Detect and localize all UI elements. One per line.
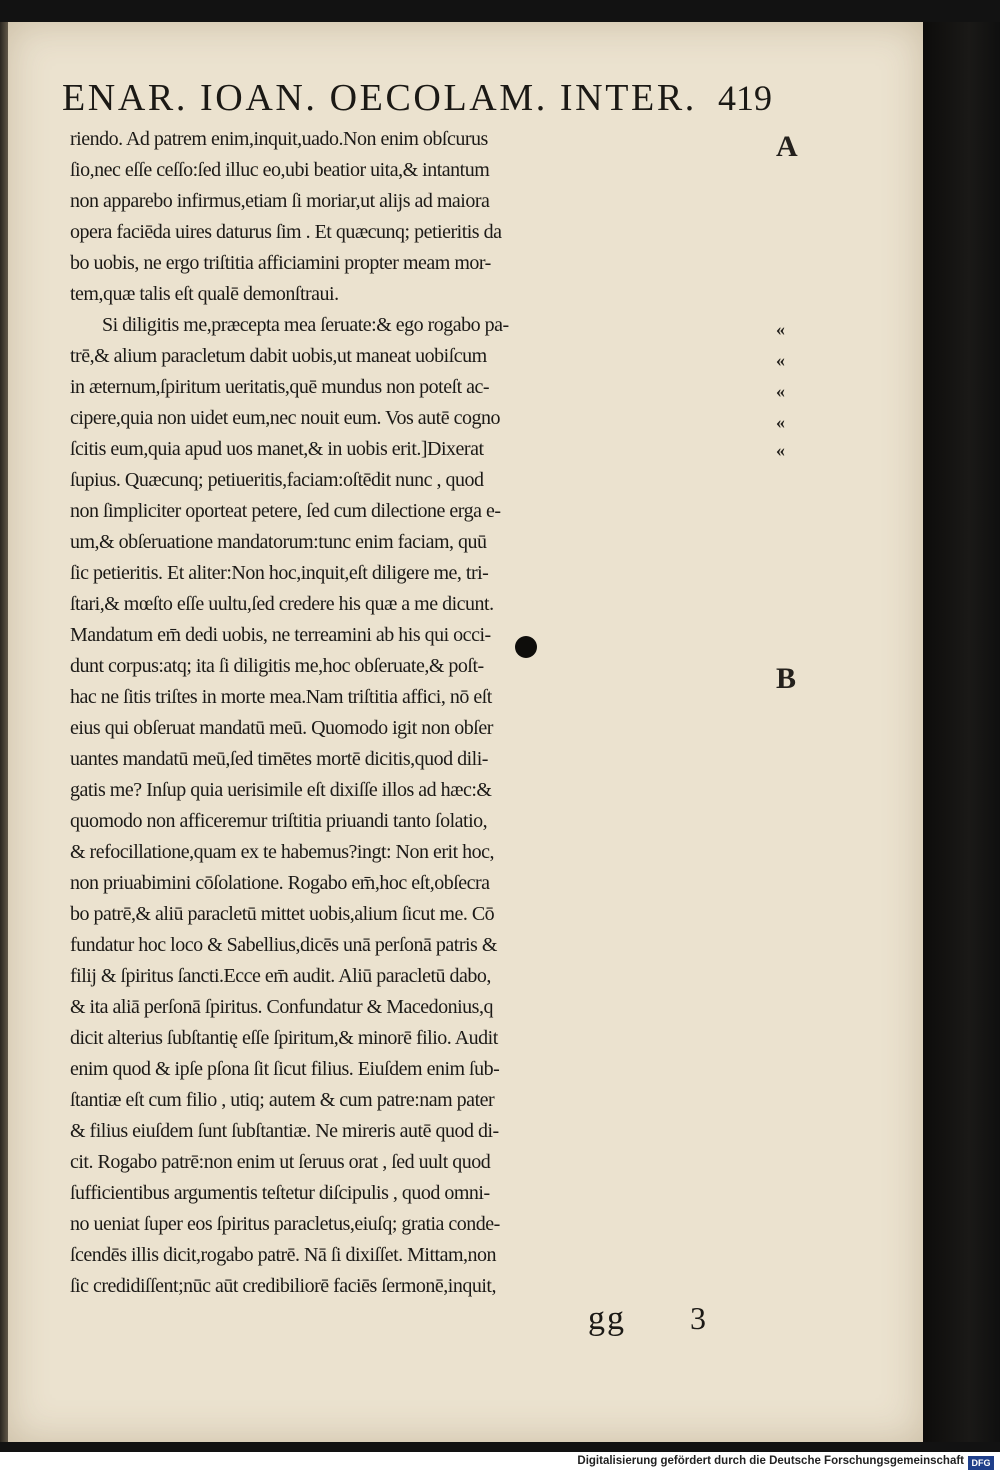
text-line: in æternum,ſpiritum ueritatis,quē mundus non poteſt ac-: [70, 376, 490, 398]
text-line: opera faciēda uires daturus ſim . Et quæcunq; petieritis da: [70, 221, 502, 243]
text-line: dunt corpus:atq; ita ſi diligitis me,hoc obſeruate,& poſt-: [70, 655, 484, 677]
text-line: bo uobis, ne ergo triſtitia afficiamini propter meam mor-: [70, 252, 491, 274]
text-line: non apparebo infirmus,etiam ſi moriar,ut alijs ad maiora: [70, 190, 490, 212]
text-line: quomodo non afficeremur triſtitia priuandi tanto ſolatio,: [70, 810, 488, 832]
gutter-shadow: [923, 22, 1000, 1442]
running-header: [62, 68, 772, 128]
text-line: tem,quæ talis eſt qualē demonſtraui.: [70, 283, 339, 305]
text-line: ſcitis eum,quia apud uos manet,& in uobis erit.]Dixerat: [70, 438, 484, 460]
footer-bar: [0, 1452, 1000, 1474]
text-line: cit. Rogabo patrē:non enim ut ſeruus orat , ſed uult quod: [70, 1151, 491, 1173]
text-line: non ſimpliciter oporteat petere, ſed cum dilectione erga e-: [70, 500, 501, 522]
folio-number: 419: [718, 78, 772, 118]
signature-mark: gg: [588, 1300, 626, 1337]
text-line: riendo. Ad patrem enim,inquit,uado.Non enim obſcurus: [70, 128, 488, 150]
margin-quote-mark: «: [776, 440, 785, 460]
body-text: [70, 124, 780, 1302]
margin-letter-b: B: [776, 662, 797, 695]
text-line: ſtari,& mœſto eſſe uultu,ſed credere his quæ a me dicunt.: [70, 593, 494, 615]
margin-quote-mark: «: [776, 350, 785, 370]
text-line: ſic petieritis. Et aliter:Non hoc,inquit,eſt diligere me, tri-: [70, 562, 489, 584]
text-line: Mandatum em̄ dedi uobis, ne terreamini ab his qui occi-: [70, 624, 491, 646]
text-line: ſtantiæ eſt cum filio , utiq; autem & cum patre:nam pater: [70, 1089, 495, 1111]
text-line: & ita aliā perſonā ſpiritus. Confundatur & Macedonius,q: [70, 996, 493, 1018]
gathering-number: 3: [690, 1300, 706, 1336]
text-line: & filius eiuſdem ſunt ſubſtantiæ. Ne mireris autē quod di-: [70, 1120, 499, 1142]
text-line: enim quod & ipſe pſona ſit ſicut filius. Eiuſdem enim ſub-: [70, 1058, 500, 1080]
header-title: ENAR. IOAN. OECOLAM. INTER.: [62, 77, 697, 119]
text-line: bo patrē,& aliū paracletū mittet uobis,alium ſicut me. Cō: [70, 903, 495, 925]
margin-quote-mark: «: [776, 381, 785, 401]
text-line: non priuabimini cōſolatione. Rogabo em̄,hoc eſt,obſecra: [70, 872, 490, 894]
text-line: dicit alterius ſubſtantię eſſe ſpiritum,& minorē filio. Audit: [70, 1027, 498, 1049]
text-line: um,& obſeruatione mandatorum:tunc enim faciam, quū: [70, 531, 487, 553]
funding-credit: Digitalisierung gefördert durch die Deutsche Forschungsgemeinschaft: [577, 1455, 964, 1467]
text-line: ſufficientibus argumentis teſtetur diſcipulis , quod omni-: [70, 1182, 490, 1204]
text-line: no ueniat ſuper eos ſpiritus paracletus,eiuſq; gratia conde-: [70, 1213, 500, 1235]
margin-quote-mark: «: [776, 319, 785, 339]
margin-quote-mark: «: [776, 412, 785, 432]
text-line: filij & ſpiritus ſancti.Ecce em̄ audit. Aliū paracletū dabo,: [70, 965, 491, 987]
text-line: & refocillatione,quam ex te habemus?ingt: Non erit hoc,: [70, 841, 495, 863]
text-line: ſupius. Quæcunq; petiueritis,faciam:oſtēdit nunc , quod: [70, 469, 484, 491]
text-line: ſcendēs illis dicit,rogabo patrē. Nā ſi dixiſſet. Mittam,non: [70, 1244, 497, 1266]
text-line: cipere,quia non uidet eum,nec nouit eum. Vos autē cogno: [70, 407, 500, 429]
text-line: uantes mandatū meū,ſed timētes mortē dicitis,quod dili-: [70, 748, 488, 770]
text-line: eius qui obſeruat mandatū meū. Quomodo igit non obſer: [70, 717, 493, 739]
text-line: ſio,nec eſſe ceſſo:ſed illuc eo,ubi beatior uita,& intantum: [70, 159, 490, 181]
ink-blot: [515, 636, 537, 658]
text-line: hac ne ſitis triſtes in morte mea.Nam triſtitia affici, nō eſt: [70, 686, 492, 708]
text-line: trē,& alium paracletum dabit uobis,ut maneat uobiſcum: [70, 345, 487, 367]
text-line: Si diligitis me,præcepta mea ſeruate:& ego rogabo pa-: [102, 314, 509, 336]
text-line: gatis me? Inſup quia uerisimile eſt dixiſſe illos ad hæc:&: [70, 779, 492, 801]
margin-letter-a: A: [776, 130, 798, 163]
text-line: fundatur hoc loco & Sabellius,dicēs unā perſonā patris &: [70, 934, 497, 956]
text-line: ſic credidiſſent;nūc aūt credibiliorē faciēs ſermonē,inquit,: [70, 1275, 496, 1297]
dfg-logo: DFG: [968, 1456, 994, 1470]
